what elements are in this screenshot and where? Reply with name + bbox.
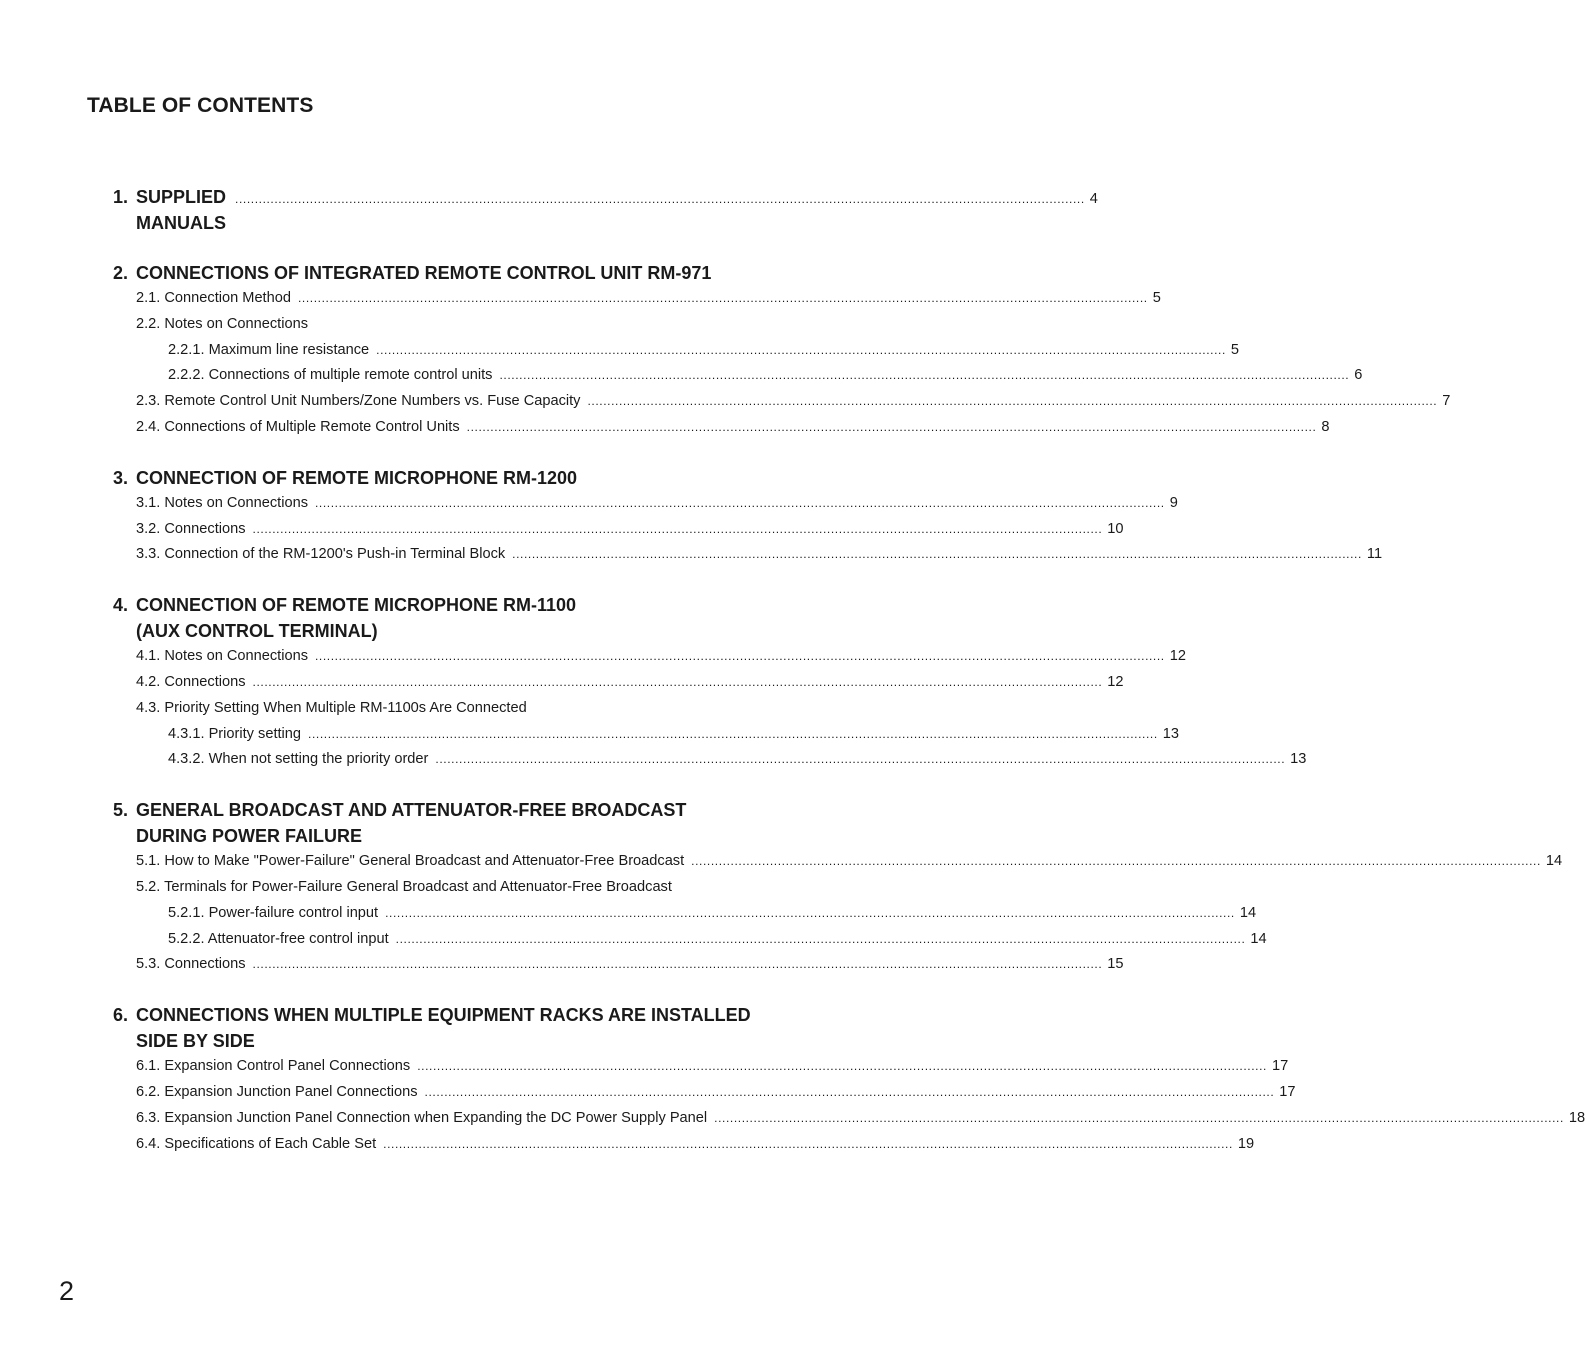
section-title: SIDE BY SIDE [136, 1031, 255, 1052]
section-page-number: 4 [1089, 191, 1098, 207]
section-number: 2. [113, 263, 129, 283]
entry-label: 4.3. Priority Setting When Multiple RM-1100s Are Connected [136, 699, 527, 716]
entry-page-number: 13 [1290, 751, 1307, 768]
entry-label: 5.2. Terminals for Power-Failure General Broadcast and Attenuator-Free Broadcast [136, 878, 672, 895]
entry-page-number: 17 [1279, 1083, 1296, 1100]
section-title: SUPPLIED MANUALS [136, 187, 227, 233]
dot-leader [253, 670, 1103, 696]
toc-section [113, 465, 1383, 568]
dot-leader [714, 1106, 1564, 1132]
toc-subsubentry[interactable] [113, 363, 1363, 389]
section-number: 6. [113, 1005, 129, 1026]
entry-label: 6.3. Expansion Junction Panel Connection when Expanding the DC Power Supply Panel [136, 1109, 708, 1126]
dot-leader [425, 1080, 1275, 1106]
entry-page-number: 5 [1230, 341, 1240, 358]
toc-subentry[interactable] [113, 1106, 1585, 1132]
section-title: (AUX CONTROL TERMINAL) [136, 621, 378, 642]
entry-label: 2.1. Connection Method [136, 290, 291, 306]
dot-leader [253, 952, 1103, 978]
entry-page-number: 6 [1354, 367, 1363, 384]
entry-page-number: 12 [1107, 673, 1124, 690]
dot-leader [396, 927, 1246, 953]
dot-leader [417, 1054, 1267, 1080]
dot-leader [435, 747, 1285, 773]
section-number: 5. [113, 800, 129, 821]
toc-subsubentry[interactable] [113, 747, 1307, 773]
entry-label: 2.2.2. Connections of multiple remote control units [168, 367, 493, 384]
entry-page-number: 11 [1366, 546, 1383, 563]
toc-subentry[interactable] [113, 1080, 1296, 1106]
toc-section [113, 1002, 1585, 1157]
dot-leader [315, 644, 1165, 670]
entry-label: 3.3. Connection of the RM-1200's Push-in Terminal Block [136, 546, 506, 563]
dot-leader [499, 363, 1349, 389]
toc-subentry[interactable] [113, 1054, 1289, 1080]
toc-subentry[interactable] [113, 696, 832, 722]
entry-label: 2.4. Connections of Multiple Remote Control Units [136, 418, 460, 435]
dot-leader [512, 542, 1362, 568]
entry-label: 6.1. Expansion Control Panel Connections [136, 1058, 411, 1075]
toc-subentry[interactable] [113, 1132, 1255, 1158]
entry-page-number: 5 [1152, 290, 1161, 306]
entry-page-number: 14 [1250, 930, 1267, 947]
dot-leader [235, 186, 1085, 212]
dot-leader [315, 491, 1165, 517]
toc-subentry[interactable] [113, 670, 1124, 696]
toc-section [113, 592, 1307, 773]
entry-label: 4.1. Notes on Connections [136, 648, 308, 665]
section-title: CONNECTIONS WHEN MULTIPLE EQUIPMENT RACKS ARE INSTALLED [136, 1005, 751, 1026]
toc-subentry[interactable] [113, 644, 1186, 670]
toc-subsubentry[interactable] [113, 722, 1180, 748]
section-heading[interactable] [113, 260, 832, 286]
toc-subsubentry[interactable] [113, 901, 1257, 927]
toc-subentry[interactable] [113, 542, 1383, 568]
section-title: GENERAL BROADCAST AND ATTENUATOR-FREE BROADCAST [136, 800, 687, 821]
entry-page-number: 9 [1169, 494, 1178, 511]
entry-label: 4.3.2. When not setting the priority order [168, 751, 429, 768]
dot-leader [308, 722, 1158, 748]
toc-subentry[interactable] [113, 415, 1330, 441]
dot-leader [253, 517, 1103, 543]
entry-page-number: 13 [1162, 725, 1180, 742]
table-of-contents [113, 184, 1585, 1181]
section-heading[interactable] [113, 797, 832, 849]
entry-page-number: 7 [1442, 393, 1451, 410]
section-number: 1. [113, 187, 129, 207]
page-title: TABLE OF CONTENTS [87, 94, 314, 117]
entry-page-number: 14 [1239, 904, 1257, 921]
page-number: 2 [59, 1276, 75, 1306]
toc-subentry[interactable] [113, 875, 832, 901]
dot-leader [587, 389, 1437, 415]
section-heading[interactable] [113, 1002, 832, 1054]
toc-subentry[interactable] [113, 491, 1178, 517]
entry-label: 5.2.2. Attenuator-free control input [168, 930, 389, 947]
entry-page-number: 17 [1271, 1058, 1289, 1075]
entry-page-number: 14 [1545, 853, 1563, 870]
dot-leader [385, 901, 1235, 927]
entry-page-number: 12 [1169, 648, 1186, 665]
toc-subentry[interactable] [113, 849, 1563, 875]
toc-subentry[interactable] [113, 312, 832, 338]
section-title: CONNECTION OF REMOTE MICROPHONE RM-1100 [136, 595, 577, 616]
entry-label: 5.1. How to Make "Power-Failure" General Broadcast and Attenuator-Free Broadcast [136, 853, 685, 870]
dot-leader [376, 338, 1226, 364]
dot-leader [298, 286, 1148, 312]
section-number: 4. [113, 595, 129, 616]
entry-page-number: 10 [1107, 520, 1124, 537]
toc-subsubentry[interactable] [113, 927, 1267, 953]
entry-label: 2.3. Remote Control Unit Numbers/Zone Numbers vs. Fuse Capacity [136, 393, 581, 410]
entry-label: 2.2.1. Maximum line resistance [168, 341, 370, 358]
toc-section [113, 184, 1098, 236]
entry-label: 5.3. Connections [136, 956, 246, 973]
section-heading[interactable] [113, 184, 1098, 236]
entry-label: 5.2.1. Power-failure control input [168, 904, 379, 921]
toc-subsubentry[interactable] [113, 338, 1240, 364]
section-number: 3. [113, 467, 129, 488]
entry-label: 6.4. Specifications of Each Cable Set [136, 1135, 377, 1152]
section-heading[interactable] [113, 465, 832, 491]
section-title: CONNECTIONS OF INTEGRATED REMOTE CONTROL UNIT RM-971 [136, 263, 712, 283]
entry-label: 4.2. Connections [136, 673, 246, 690]
section-title: CONNECTION OF REMOTE MICROPHONE RM-1200 [136, 467, 578, 488]
entry-label: 4.3.1. Priority setting [168, 725, 302, 742]
entry-page-number: 19 [1237, 1135, 1255, 1152]
toc-section [113, 797, 1563, 978]
entry-label: 3.1. Notes on Connections [136, 494, 308, 511]
entry-label: 2.2. Notes on Connections [136, 315, 308, 332]
entry-page-number: 18 [1568, 1109, 1585, 1126]
dot-leader [467, 415, 1317, 441]
toc-subentry[interactable] [113, 286, 1161, 312]
entry-label: 6.2. Expansion Junction Panel Connections [136, 1083, 418, 1100]
toc-section [113, 260, 1451, 441]
entry-page-number: 15 [1107, 956, 1124, 973]
entry-page-number: 8 [1321, 418, 1330, 435]
section-title: DURING POWER FAILURE [136, 826, 363, 847]
dot-leader [691, 849, 1541, 875]
entry-label: 3.2. Connections [136, 520, 246, 537]
toc-subentry[interactable] [113, 389, 1451, 415]
toc-subentry[interactable] [113, 517, 1124, 543]
toc-subentry[interactable] [113, 952, 1124, 978]
section-heading[interactable] [113, 592, 832, 644]
dot-leader [383, 1132, 1233, 1158]
